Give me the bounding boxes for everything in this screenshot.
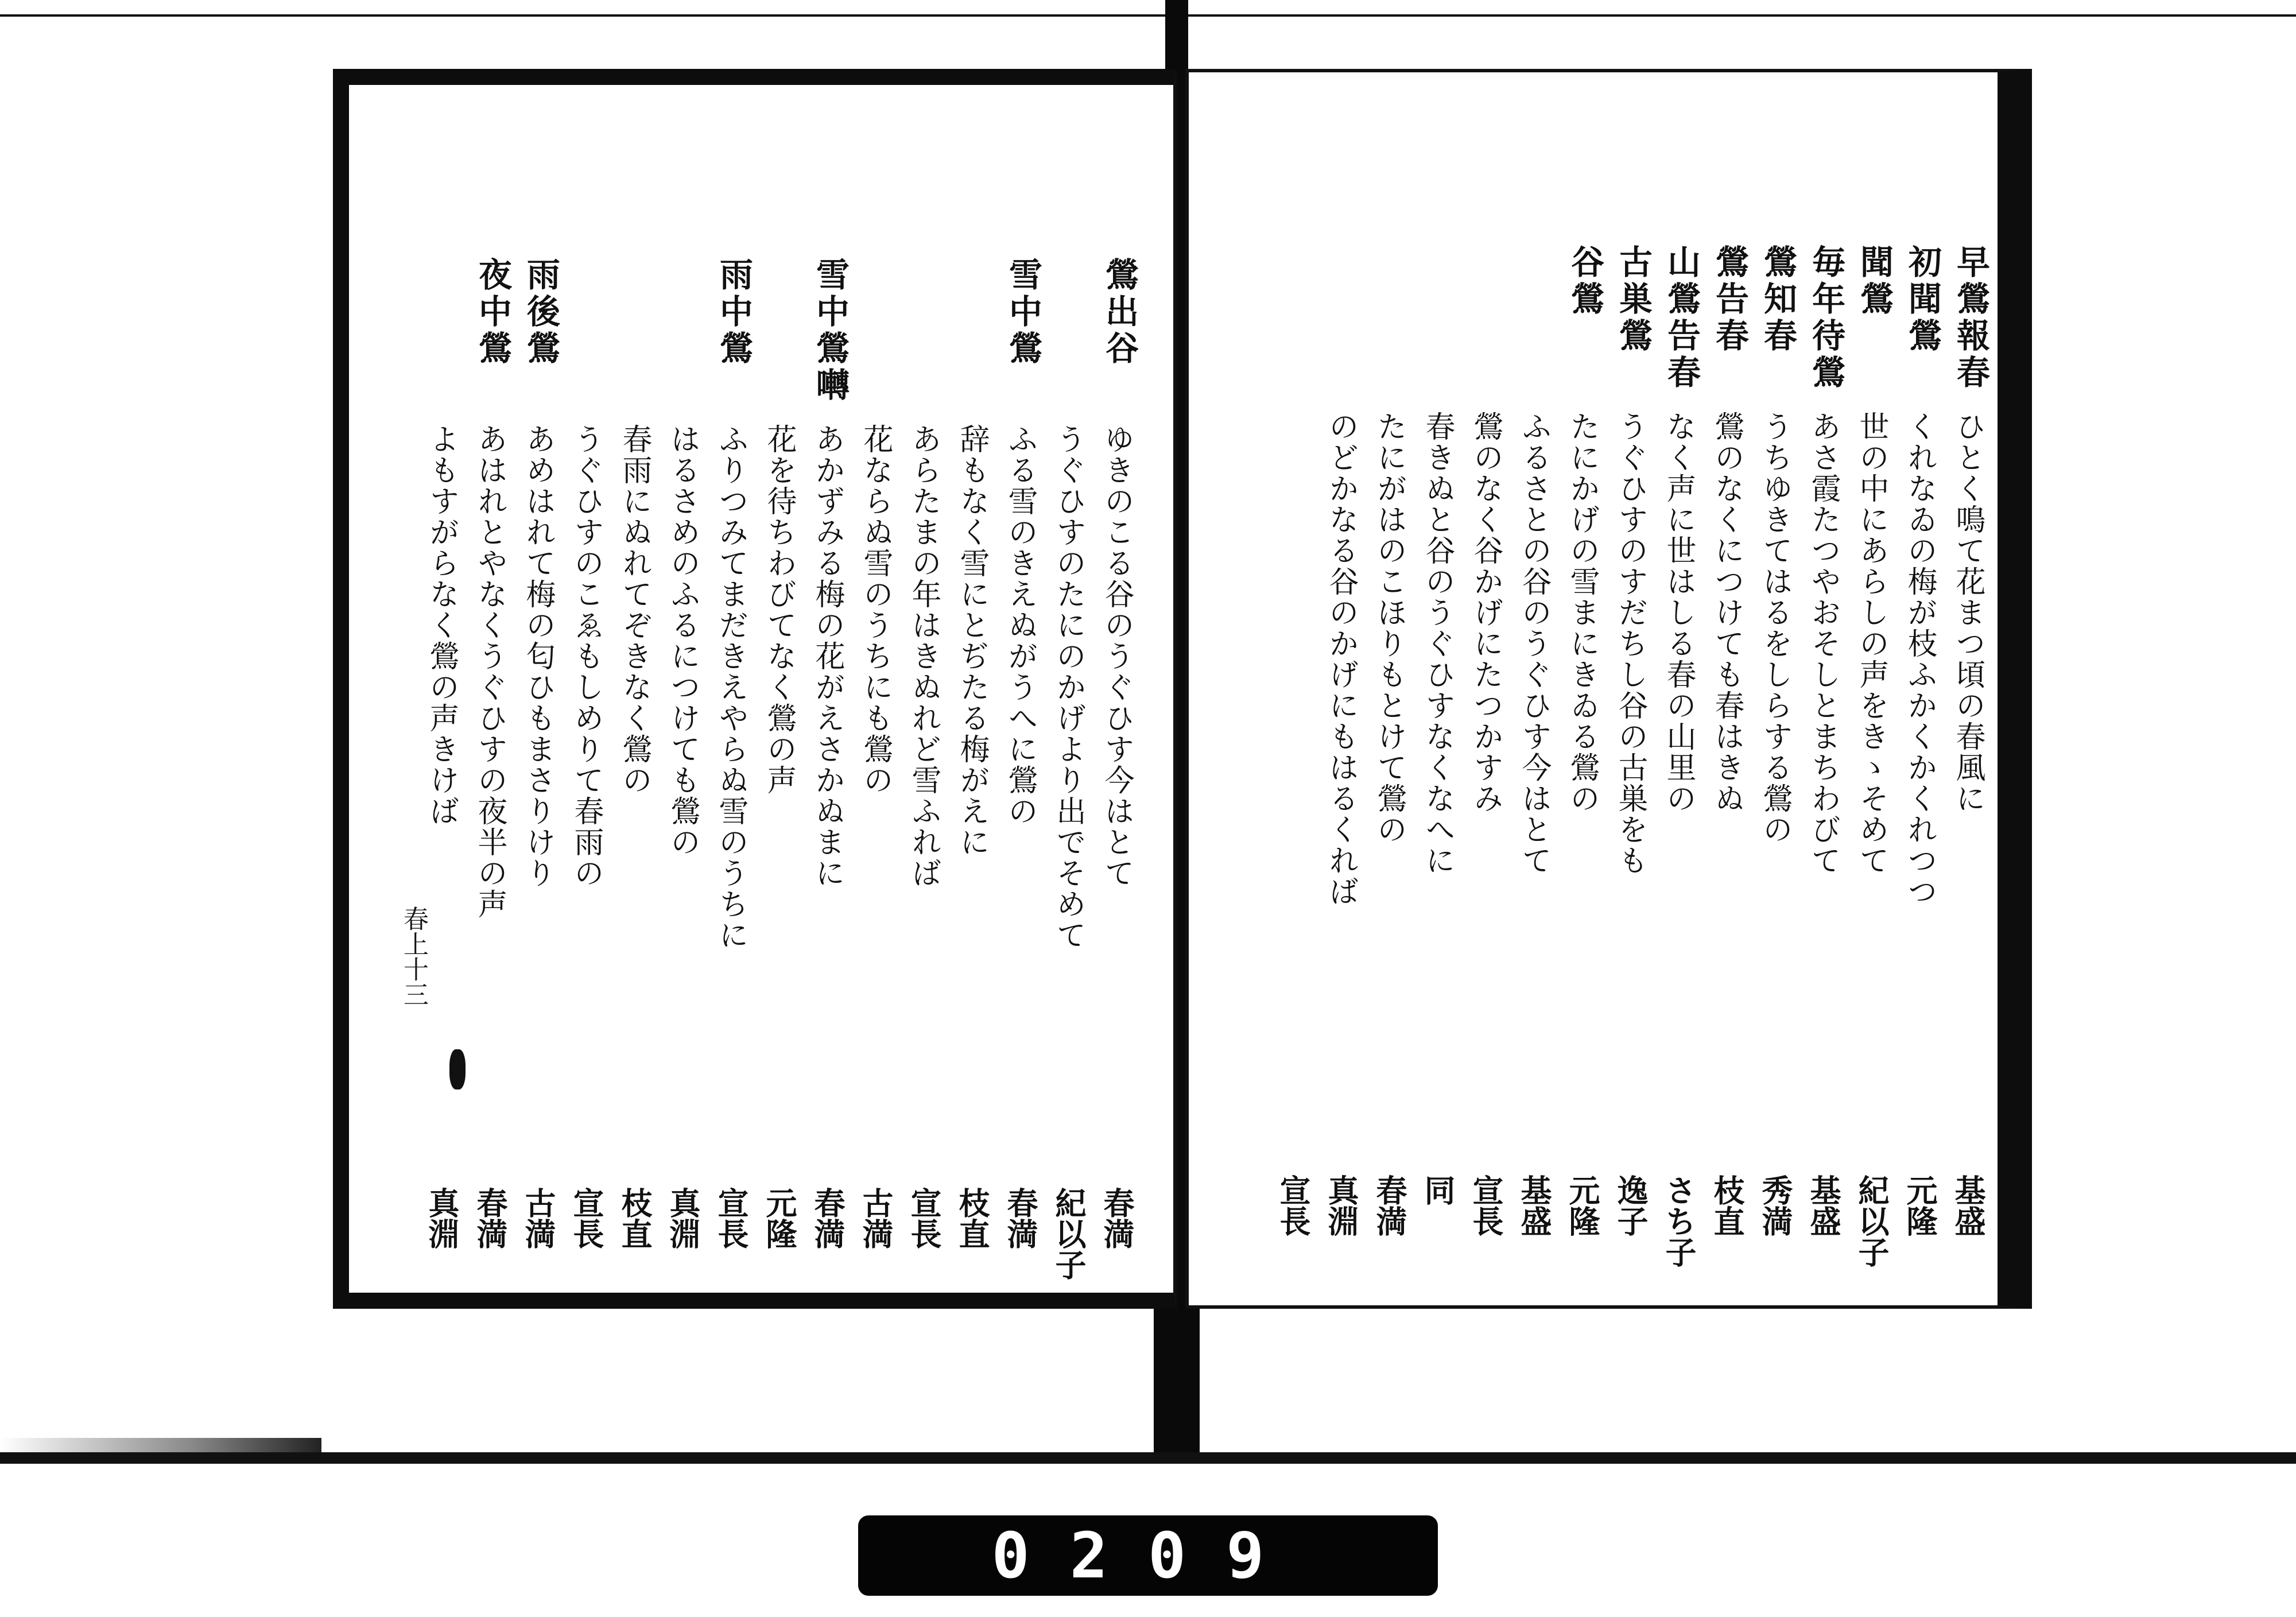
poem-line: あさ霞たつやおそしとまちわびて: [1806, 411, 1840, 876]
poem-title: 雨中鶯: [714, 257, 753, 367]
poet-name: 古満: [520, 1187, 557, 1249]
poet-name: 秀満: [1757, 1174, 1794, 1236]
poet-name: 宣長: [906, 1187, 943, 1249]
scan-edge-line: [0, 14, 2296, 17]
poem-title: 雪中鶯囀: [810, 257, 850, 404]
poem-title: 雪中鶯: [1003, 257, 1042, 367]
poem-title: 夜中鶯: [473, 257, 512, 367]
poem-line: ひとく鳴て花まつ頃の春風に: [1950, 411, 1985, 814]
poem-line: 辞もなく雪にとぢたる梅がえに: [955, 424, 989, 858]
poem-line: うぐひすのこゑもしめりて春雨の: [569, 424, 603, 889]
poem-title: 聞鶯: [1855, 245, 1894, 318]
right-page: [1185, 69, 2032, 1309]
left-page: [333, 69, 1177, 1309]
poem-line: なく声に世はしる春の山里の: [1661, 411, 1696, 814]
poet-name: 春満: [809, 1187, 846, 1249]
poet-name: 真淵: [665, 1187, 701, 1249]
poem-line: 鶯のなく谷かげにたつかすみ: [1468, 411, 1503, 814]
poem-line: あらたまの年はきぬれど雪ふれば: [906, 424, 941, 889]
poem-line: たにがはのこほりもとけて鶯の: [1372, 411, 1406, 845]
poem-line: ふる雪のきえぬがうへに鶯の: [1003, 424, 1037, 827]
poem-title: 毎年待鶯: [1806, 245, 1845, 391]
poem-line: のどかなる谷のかげにもはるくれば: [1324, 411, 1358, 907]
poet-name: 宣長: [568, 1187, 605, 1249]
poet-name: 紀以子: [1853, 1174, 1890, 1267]
poet-name: 枝直: [954, 1187, 991, 1249]
poem-line: 春きぬと谷のうぐひすなくなへに: [1420, 411, 1455, 876]
poet-name: 基盛: [1516, 1174, 1553, 1236]
poem-line: あかずみる梅の花がえさかぬまに: [810, 424, 844, 889]
poet-name: さち子: [1661, 1174, 1697, 1267]
poet-name: 宣長: [713, 1187, 750, 1249]
poet-name: 元隆: [1564, 1174, 1601, 1236]
poem-line: 花を待ちわびてなく鶯の声: [762, 424, 796, 796]
poet-name: 真淵: [424, 1187, 460, 1249]
poem-line: 春雨にぬれてぞきなく鶯の: [617, 424, 651, 796]
poem-line: ふりつみてまだきえやらぬ雪のうちに: [713, 424, 748, 951]
poet-name: 春満: [472, 1187, 509, 1249]
poet-name: 春満: [1002, 1187, 1039, 1249]
ink-blot: [449, 1049, 466, 1089]
poem-line: 世の中にあらしの声をきゝそめて: [1854, 411, 1888, 876]
poem-line: くれなゐの梅が枝ふかくかくれつつ: [1902, 411, 1937, 907]
poem-line: 花ならぬ雪のうちにも鶯の: [858, 424, 893, 796]
poet-name: 古満: [858, 1187, 894, 1249]
poem-title: 鶯知春: [1758, 245, 1797, 355]
poem-title: 早鶯報春: [1951, 245, 1990, 391]
poet-name: 逸子: [1612, 1174, 1649, 1236]
poem-line: うぐひすのすだちし谷の古巣をも: [1613, 411, 1647, 876]
page-folio: 春上十三: [399, 906, 428, 1007]
poem-line: うぐひすのたにのかげより出でそめて: [1051, 424, 1085, 951]
poet-name: 春満: [1099, 1187, 1135, 1249]
poet-name: 同: [1420, 1174, 1456, 1205]
binding-stub: [1154, 1309, 1200, 1458]
scan-bottom-edge: [0, 1452, 2296, 1464]
poem-line: たにかげの雪まにきゐる鶯の: [1565, 411, 1599, 814]
poem-title: 初聞鶯: [1903, 245, 1942, 355]
poet-name: 枝直: [1709, 1174, 1746, 1236]
poem-line: はるさめのふるにつけても鶯の: [665, 424, 700, 858]
poem-title: 古巣鶯: [1614, 245, 1653, 355]
poem-title: 雨後鶯: [521, 257, 560, 367]
poem-line: ふるさとの谷のうぐひす今はとて: [1517, 411, 1551, 876]
poet-name: 基盛: [1950, 1174, 1987, 1236]
poet-name: 元隆: [761, 1187, 798, 1249]
poem-title: 山鶯告春: [1662, 245, 1701, 391]
book-spread: [321, 57, 2032, 1492]
poet-name: 元隆: [1902, 1174, 1938, 1236]
poem-line: うちゆきてはるをしらする鶯の: [1758, 411, 1792, 845]
poem-title: 谷鶯: [1565, 245, 1604, 318]
frame-number: 0209: [991, 1519, 1305, 1592]
poet-name: 宣長: [1275, 1174, 1312, 1236]
poem-line: ゆきのこる谷のうぐひす今はとて: [1099, 424, 1134, 889]
poet-name: 宣長: [1468, 1174, 1504, 1236]
poet-name: 紀以子: [1050, 1187, 1087, 1280]
poem-title: 鶯出谷: [1100, 257, 1139, 367]
poet-name: 基盛: [1805, 1174, 1842, 1236]
frame-counter: [858, 1515, 1438, 1596]
poet-name: 春満: [1371, 1174, 1408, 1236]
poet-name: 枝直: [616, 1187, 653, 1249]
poem-title: 鶯告春: [1710, 245, 1749, 355]
poem-line: あめはれて梅の匂ひもまさりけり: [521, 424, 555, 889]
poem-line: よもすがらなく鶯の声きけば: [424, 424, 459, 827]
poet-name: 真淵: [1323, 1174, 1360, 1236]
poem-line: 鶯のなくにつけても春はきぬ: [1709, 411, 1744, 814]
poem-line: あはれとやなくうぐひすの夜半の声: [472, 424, 507, 920]
